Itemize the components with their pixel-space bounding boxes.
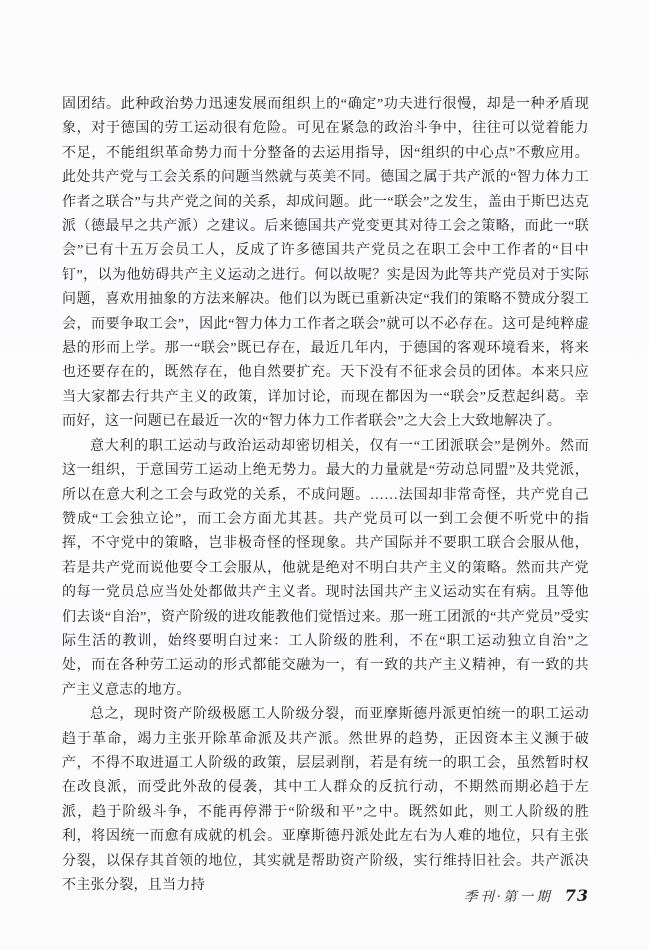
page-number: 73 (564, 886, 589, 905)
body-paragraph: 总之，现时资产阶级极愿工人阶级分裂，而亚摩斯德丹派更怕统一的职工运动趋于革命，竭力主张开除革命派及共产派。然世界的趋势，正因资本主义濒于破产，不得不取进逼工人阶级的政策，层层剥削，若是有统一的职工会，虽然暂时权在改良派，而受此外敌的侵袭，其中工人群众的反抗行动，不期然而期必趋于左派，趋于阶级斗争，不能再停滞于“阶级和平”之中。既然如此，则工人阶级的胜利，将因统一而愈有成就的机会。亚摩斯德丹派处此左右为人难的地位，只有主张分裂，以保存其首领的地位，其实就是帮助资产阶级，实行维持旧社会。共产派决不主张分裂，且当力持 (62, 707, 589, 893)
body-paragraph: 固团结。此种政治势力迅速发展而组织上的“确定”功夫进行很慢，却是一种矛盾现象，对于德国的劳工运动很有危险。可见在紧急的政治斗争中，往往可以觉着能力不足，不能组织革命势力而十分整备的去运用指导，因“组织的中心点”不敷应用。此处共产党与工会关系的问题当然就与英美不同。德国之属于共产派的“智力体力工作者之联合”与共产党之间的关系，却成问题。此一“联会”之发生，盖由于斯巴达克派（德最早之共产派）之建议。后来德国共产党变更其对待工会之策略，而此一“联会”已有十五万会员工人，反成了许多德国共产党员之在职工会中工作者的“目中钉”，以为他妨碍共产主义运动之进行。何以故呢？实是因为此等共产党员对于实际问题，喜欢用抽象的方法来解决。他们以为既已重新决定“我们的策略不赞成分裂工会，而要争取工会”，因此“智力体力工作者之联会”就可以不必存在。这可是纯粹虚悬的形而上学。那一“联会”既已存在，最近几年内，于德国的客观环境看来，将来也还要存在的，既然存在，他自然要扩充。天下没有不征求会员的团体。本来只应当大家都去行共产主义的政策，详加讨论，而现在都因为一“联会”反惹起纠葛。幸而好，这一问题已在最近一次的“智力体力工作者联会”之大会上大致地解决了。 (62, 97, 589, 430)
journal-issue-label: 季刊·第一期 (463, 889, 553, 904)
body-text-block (62, 93, 589, 898)
body-paragraph: 意大利的职工运动与政治运动却密切相关，仅有一“工团派联会”是例外。然而这一组织，于意国劳工运动上绝无势力。最大的力量就是“劳动总同盟”及共党派，所以在意大利之工会与政党的关系，不成问题。……法国却非常奇怪，共产党自己赞成“工会独立论”，而工会方面尤其甚。共产党员可以一到工会便不听党中的指挥，不守党中的策略，岂非极奇怪的怪现象。共产国际并不要职工联合会服从他，若是共产党而说他要令工会服从，他就是绝对不明白共产主义的策略。然而共产党的每一党员总应当处处都做共产主义者。现时法国共产主义运动实在有病。且等他们去谈“自治”，资产阶级的进攻能教他们觉悟过来。那一班工团派的“共产党员”受实际生活的教训，始终要明白过来：工人阶级的胜利，不在“职工运动独立自治”之处，而在各种劳工运动的形式都能交融为一，有一致的共产主义精神，有一致的共产主义意志的地方。 (62, 438, 589, 698)
page-footer (464, 885, 589, 905)
